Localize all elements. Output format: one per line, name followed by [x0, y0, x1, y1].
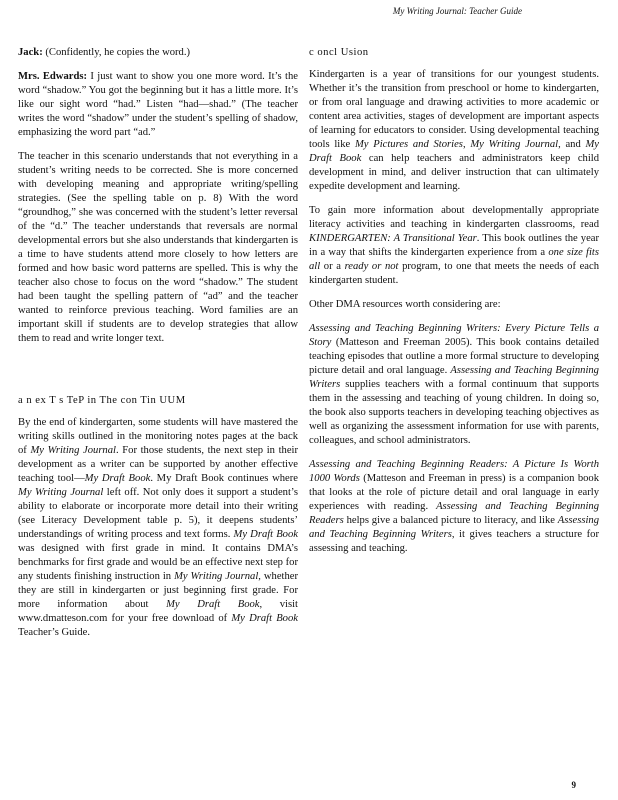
- next-step-heading: a n ex T s TeP in The con Tin UUM: [18, 395, 186, 406]
- dialogue-text: I just want to show you one more word. It’s the word “shadow.” You got the beginning but it has a little more. It’s like our sight word “had.” Listen “had—shad.” (The teacher writes the word “shadow” under the student’s spelling of shadow, emphasizing the word part “ad.”: [18, 71, 298, 138]
- dialogue-text: (Confidently, he copies the word.): [42, 47, 191, 58]
- left-column: [18, 46, 298, 650]
- conclusion-paragraph-2: To gain more information about developmentally appropriate literacy activities and teaching in kindergarten classrooms, read KINDERGARTEN: A Transitional Year. This book outlines the year in a way that shifts the kindergarten experience from a one size fits all or a ready or not program, to one that meets the needs of each kindergarten student.: [309, 205, 599, 286]
- dialogue-jack: [18, 46, 298, 60]
- other-resources-intro: Other DMA resources worth considering are:: [309, 299, 501, 310]
- conclusion-heading: c oncl Usion: [309, 47, 369, 58]
- dialogue-edwards: [18, 70, 298, 140]
- page-number: 9: [571, 780, 576, 790]
- speaker-name: Jack:: [18, 47, 43, 58]
- conclusion-paragraph-1: Kindergarten is a year of transitions for our youngest students. Whether it’s the transition from preschool or home to kindergarten, or from oral language and drawing activities to more academic or content area activities, stages of development are important aspects of learning for educators to consider. Using developmental teaching tools like My Pictures and Stories, My Writing Journal, and My Draft Book can help teachers and administrators keep child development in mind, and deliver instruction that can ultimately expedite development and learning.: [309, 69, 600, 192]
- next-step-paragraph: By the end of kindergarten, some students will have mastered the writing skills outlined in the monitoring notes pages at the back of My Writing Journal. For those students, the next step in their development as a writer can be supported by another effective teaching tool—My Draft Book. My Draft Book continues where My Writing Journal left off. Not only does it support a student’s ability to elaborate or incorporate more detail into their writing (see Literacy Development table p. 5), it deepens students’ understandings of writing process and text forms. My Draft Book was designed with first grade in mind. It contains DMA’s benchmarks for first grade and would be an effective next step for any students finishing instruction in My Writing Journal, whether they are still in kindergarten or just beginning first grade. For more information about My Draft Book, visit www.dmatteson.com for your free download of My Draft Book Teacher’s Guide.: [18, 417, 298, 638]
- running-header: My Writing Journal: Teacher Guide: [392, 6, 522, 16]
- resource-readers: Assessing and Teaching Beginning Readers: A Picture Is Worth 1000 Words (Matteson and Freeman in press) is a companion book that looks at the role of picture detail and oral language in early experiences with reading. Assessing and Teaching Beginning Readers helps give a balanced picture to literacy, and like Assessing and Teaching Beginning Writers, it gives teachers a structure for assessing and teaching.: [309, 459, 600, 554]
- right-column: [309, 46, 599, 566]
- speaker-name: Mrs. Edwards:: [18, 71, 87, 82]
- scenario-paragraph: The teacher in this scenario understands that not everything in a student’s writing needs to be corrected. She is more concerned with developing meaning and appropriate writing/spelling strategies. (See the spelling table on p. 8) With the word “groundhog,” she was concerned with the student’s letter reversal of the “d.” The teacher understands that reversals are normal developmental errors but she also understands that kindergarten is a time to have students attend more closely to how letters are formed and how basic word patterns are spelled. This is why the teacher also chose to focus on the word “shadow.” The student had been taught the spelling pattern of “ad” and the teacher wanted to reinforce previous teaching. Word families are an important skill if students are to develop strategies that allow them to read and write longer text.: [18, 151, 298, 344]
- resource-writers: Assessing and Teaching Beginning Writers: Every Picture Tells a Story (Matteson and Freeman 2005). This book contains detailed teaching episodes that outline a more formal structure to developing picture detail and oral language. Assessing and Teaching Beginning Writers supplies teachers with a formal continuum that supports them in the assessing and teaching of young children. In doing so, the book also supports teachers in developing teaching objectives as well as organizing the assessment information for use with parents, colleagues, and school administrators.: [309, 323, 599, 446]
